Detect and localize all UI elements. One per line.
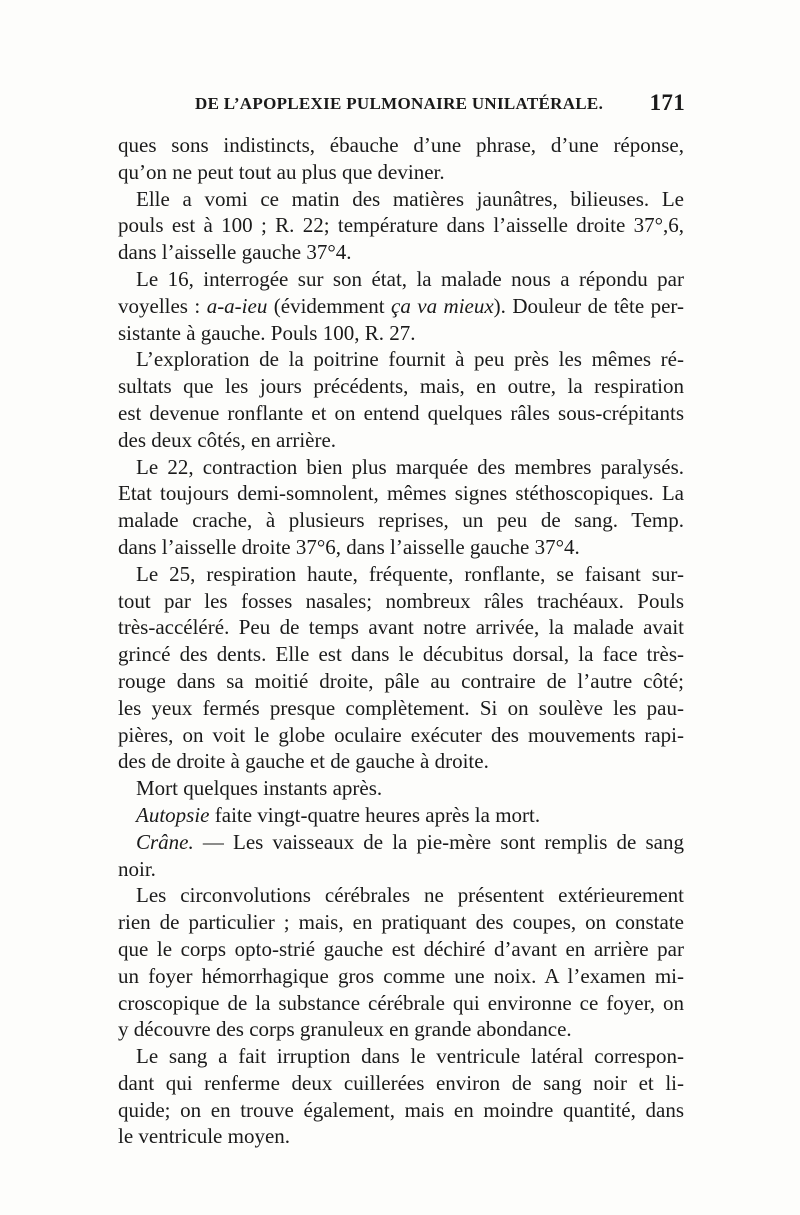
text-line: qu’on ne peut tout au plus que deviner. [118, 159, 445, 184]
text-fragment: (évidemment [267, 293, 392, 318]
italic-phrase: ça va mieux [391, 293, 494, 318]
text-line: Mort quelques instants après. [136, 776, 383, 801]
text-line: ques sons indistincts, ébauche d’une phrase, d’une réponse, [118, 133, 684, 157]
text-line: tout par les fosses nasales; nombreux râles trachéaux. Pouls [118, 588, 684, 613]
text-line: des deux côtés, en arrière. [118, 427, 337, 452]
text-line: des de droite à gauche et de gauche à droite. [118, 749, 489, 774]
italic-heading: Crâne. [136, 829, 194, 854]
text-line: dans l’aisselle droite 37°6, dans l’aisselle gauche 37°4. [118, 534, 580, 559]
text-line [118, 829, 684, 856]
italic-phrase: a-a-ieu [206, 293, 268, 318]
text-line: pières, on voit le globe oculaire exécuter des mouvements rapi- [118, 722, 684, 747]
text-line: très-accéléré. Peu de temps avant notre arrivée, la malade avait [118, 615, 684, 640]
text-line: pouls est à 100 ; R. 22; température dans l’aisselle droite 37°,6, [118, 213, 684, 238]
text-line: sultats que les jours précédents, mais, en outre, la respiration [118, 374, 684, 399]
body-text [118, 132, 684, 1150]
text-line: Etat toujours demi-somnolent, mêmes signes stéthoscopiques. La [118, 481, 684, 506]
text-fragment: faite vingt-quatre heures après la mort. [209, 802, 541, 827]
text-line: le ventricule moyen. [118, 1124, 291, 1149]
page-number: 171 [649, 90, 685, 115]
running-title: DE L’APOPLEXIE PULMONAIRE UNILATÉRALE. [195, 94, 604, 113]
text-line: rouge dans sa moitié droite, pâle au contraire de l’autre côté; [118, 668, 684, 693]
text-line: les yeux fermés presque complètement. Si on soulève les pau- [118, 695, 684, 720]
text-line: noir. [118, 856, 156, 881]
text-line [118, 802, 684, 829]
text-line: malade crache, à plusieurs reprises, un peu de sang. Temp. [118, 508, 684, 533]
text-line: Le 25, respiration haute, fréquente, ronflante, se faisant sur- [136, 561, 684, 586]
text-line: sistante à gauche. Pouls 100, R. 27. [118, 320, 416, 345]
text-fragment: — Les vaisseaux de la pie-mère sont remplis de sang [193, 829, 684, 854]
text-line: L’exploration de la poitrine fournit à peu près les mêmes ré- [136, 347, 684, 372]
text-line: est devenue ronflante et on entend quelques râles sous-crépitants [118, 400, 684, 425]
text-line: Les circonvolutions cérébrales ne présentent extérieurement [136, 883, 684, 908]
text-line: un foyer hémorrhagique gros comme une noix. A l’examen mi- [118, 963, 684, 988]
text-line: Le 16, interrogée sur son état, la malade nous a répondu par [136, 266, 684, 291]
italic-heading: Autopsie [136, 802, 210, 827]
text-fragment: ). Douleur de tête per- [493, 293, 684, 318]
text-line: que le corps opto-strié gauche est déchiré d’avant en arrière par [118, 936, 684, 961]
text-line: dans l’aisselle gauche 37°4. [118, 240, 352, 265]
text-line: quide; on en trouve également, mais en moindre quantité, dans [118, 1097, 684, 1122]
text-line: grincé des dents. Elle est dans le décubitus dorsal, la face très- [118, 642, 684, 667]
text-line: croscopique de la substance cérébrale qui environne ce foyer, on [118, 990, 684, 1015]
text-line: y découvre des corps granuleux en grande abondance. [118, 1017, 572, 1042]
text-line: Le sang a fait irruption dans le ventricule latéral correspon- [136, 1044, 684, 1069]
text-line: Elle a vomi ce matin des matières jaunâtres, bilieuses. Le [136, 186, 684, 211]
text-fragment: voyelles : [118, 293, 207, 318]
text-line [118, 293, 684, 320]
text-line: rien de particulier ; mais, en pratiquant des coupes, on constate [118, 910, 684, 935]
text-line: Le 22, contraction bien plus marquée des membres paralysés. [136, 454, 684, 479]
text-line: dant qui renferme deux cuillerées environ de sang noir et li- [118, 1070, 684, 1095]
